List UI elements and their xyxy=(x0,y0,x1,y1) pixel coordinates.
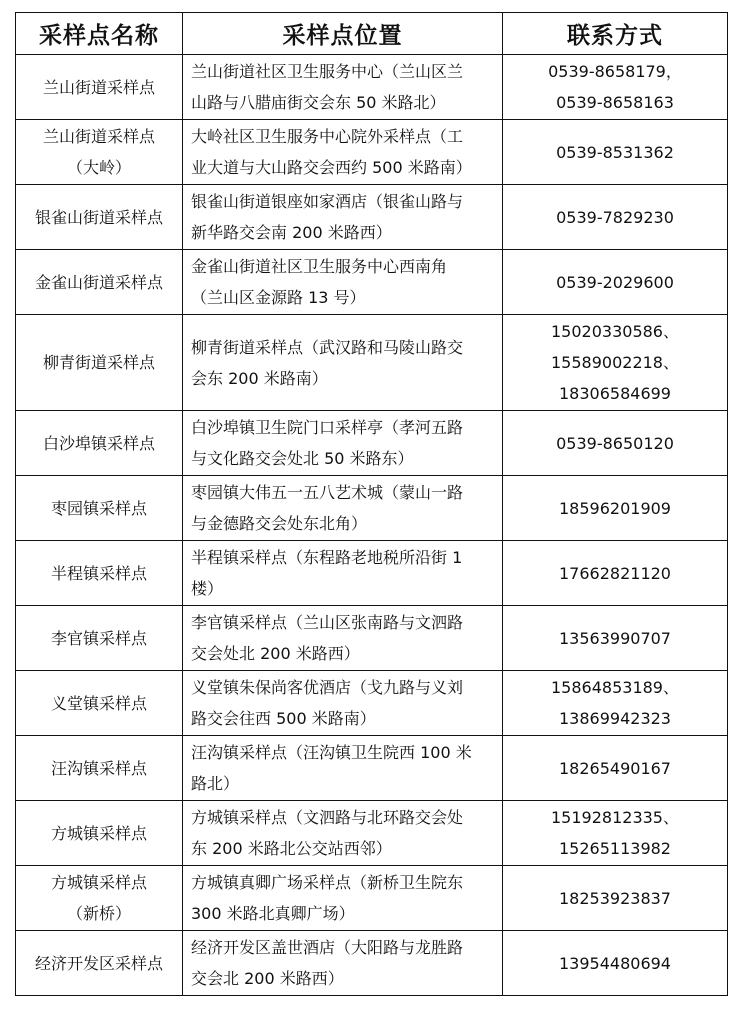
contact-cell xyxy=(503,185,728,250)
site-name-cell xyxy=(16,411,183,476)
site-address-line: 汪沟镇采样点（汪沟镇卫生院西 100 米 xyxy=(191,743,472,762)
site-name-line: 兰山街道采样点 xyxy=(42,127,155,146)
phone-number: 15589002218、 xyxy=(551,353,679,372)
site-address-line: 半程镇采样点（东程路老地税所沿街 1 xyxy=(191,548,463,567)
site-address-cell xyxy=(183,185,503,250)
contact-cell xyxy=(503,801,728,866)
site-address-cell xyxy=(183,476,503,541)
site-address-line: 方城镇采样点（文泗路与北环路交会处 xyxy=(191,808,464,827)
site-name-cell xyxy=(16,315,183,411)
site-name-cell xyxy=(16,250,183,315)
site-address-line: 300 米路北真卿广场） xyxy=(191,904,355,923)
site-address-cell xyxy=(183,606,503,671)
site-name-line: （大岭） xyxy=(66,158,131,177)
table-row xyxy=(16,931,728,996)
phone-number: 18306584699 xyxy=(559,384,671,403)
site-name-cell xyxy=(16,931,183,996)
phone-number: 13954480694 xyxy=(559,953,671,973)
site-address-line: 经济开发区盖世酒店（大阳路与龙胜路 xyxy=(191,938,464,957)
phone-number: 0539-2029600 xyxy=(556,272,674,292)
site-address-line: 银雀山街道银座如家酒店（银雀山路与 xyxy=(191,192,464,211)
contact-cell xyxy=(503,411,728,476)
table-row xyxy=(16,671,728,736)
phone-number: 18253923837 xyxy=(559,888,671,908)
contact-cell xyxy=(503,736,728,801)
phone-number: 0539-8658163 xyxy=(556,93,674,112)
phone-number: 0539-8658179， xyxy=(548,62,682,81)
site-address-line: 与金德路交会处东北角） xyxy=(191,514,368,533)
site-address-line: 会东 200 米路南） xyxy=(191,368,328,388)
table-row xyxy=(16,736,728,801)
table-row xyxy=(16,55,728,120)
site-address-line: 义堂镇朱保尚客优酒店（戈九路与义刘 xyxy=(191,678,464,697)
header-site-location: 采样点位置 xyxy=(183,13,503,55)
site-name-cell xyxy=(16,866,183,931)
phone-number: 0539-7829230 xyxy=(556,207,674,227)
contact-cell xyxy=(503,250,728,315)
phone-number: 17662821120 xyxy=(559,563,671,583)
site-name-line: 经济开发区采样点 xyxy=(34,953,163,973)
site-name-line: 金雀山街道采样点 xyxy=(34,272,163,292)
contact-cell xyxy=(503,120,728,185)
table-row xyxy=(16,476,728,541)
header-contact: 联系方式 xyxy=(503,13,728,55)
site-address-cell xyxy=(183,55,503,120)
site-name-line: 银雀山街道采样点 xyxy=(34,207,163,227)
site-address-cell xyxy=(183,411,503,476)
site-address-line: 枣园镇大伟五一五八艺术城（蒙山一路 xyxy=(191,483,464,502)
site-address-cell xyxy=(183,801,503,866)
site-address-line: 柳青街道采样点（武汉路和马陵山路交 xyxy=(191,337,464,357)
table-row xyxy=(16,250,728,315)
table-row xyxy=(16,606,728,671)
site-name-line: 李官镇采样点 xyxy=(50,628,147,648)
contact-cell xyxy=(503,541,728,606)
site-name-cell xyxy=(16,671,183,736)
site-address-cell xyxy=(183,120,503,185)
table-row xyxy=(16,411,728,476)
table-header-row xyxy=(16,13,728,55)
site-name-line: 方城镇采样点 xyxy=(50,873,147,892)
phone-number: 0539-8531362 xyxy=(556,142,674,162)
site-address-cell xyxy=(183,541,503,606)
site-name-cell xyxy=(16,120,183,185)
site-address-cell xyxy=(183,736,503,801)
site-name-line: 义堂镇采样点 xyxy=(50,693,147,713)
site-address-cell xyxy=(183,250,503,315)
table-row xyxy=(16,120,728,185)
header-site-name: 采样点名称 xyxy=(16,13,183,55)
site-address-line: 交会北 200 米路西） xyxy=(191,969,344,988)
table-row xyxy=(16,866,728,931)
contact-cell xyxy=(503,55,728,120)
site-name-line: （新桥） xyxy=(66,904,131,923)
site-name-cell xyxy=(16,541,183,606)
phone-number: 15265113982 xyxy=(559,839,671,858)
site-name-cell xyxy=(16,606,183,671)
site-address-cell xyxy=(183,671,503,736)
contact-cell xyxy=(503,476,728,541)
table-body xyxy=(16,55,728,996)
phone-number: 18596201909 xyxy=(559,498,671,518)
site-name-cell xyxy=(16,185,183,250)
phone-number: 15192812335、 xyxy=(551,808,679,827)
site-name-cell xyxy=(16,801,183,866)
site-address-line: 金雀山街道社区卫生服务中心西南角 xyxy=(191,257,448,276)
site-name-line: 方城镇采样点 xyxy=(50,823,147,843)
site-name-cell xyxy=(16,476,183,541)
phone-number: 13869942323 xyxy=(559,709,671,728)
site-address-line: 大岭社区卫生服务中心院外采样点（工 xyxy=(191,127,464,146)
site-address-line: 路交会往西 500 米路南） xyxy=(191,709,376,728)
site-name-line: 兰山街道采样点 xyxy=(42,77,155,97)
site-address-line: 山路与八腊庙街交会东 50 米路北） xyxy=(191,93,446,112)
site-address-cell xyxy=(183,315,503,411)
site-address-line: 业大道与大山路交会西约 500 米路南） xyxy=(191,158,472,177)
phone-number: 18265490167 xyxy=(559,758,671,778)
site-address-line: 兰山街道社区卫生服务中心（兰山区兰 xyxy=(191,62,464,81)
site-address-line: 交会处北 200 米路西） xyxy=(191,644,360,663)
site-address-line: 楼） xyxy=(191,579,224,598)
site-name-cell xyxy=(16,736,183,801)
table-row xyxy=(16,315,728,411)
phone-number: 15020330586、 xyxy=(551,322,679,341)
sites-table xyxy=(15,12,728,996)
table-row xyxy=(16,801,728,866)
site-address-line: 白沙埠镇卫生院门口采样亭（孝河五路 xyxy=(191,418,464,437)
site-address-cell xyxy=(183,866,503,931)
sampling-sites-table xyxy=(15,12,727,996)
site-name-cell xyxy=(16,55,183,120)
site-name-line: 枣园镇采样点 xyxy=(50,498,147,518)
site-address-line: 东 200 米路北公交站西邻） xyxy=(191,839,392,858)
contact-cell xyxy=(503,931,728,996)
site-address-line: 路北） xyxy=(191,774,240,793)
contact-cell xyxy=(503,315,728,411)
site-address-line: 与文化路交会处北 50 米路东） xyxy=(191,449,414,468)
site-address-cell xyxy=(183,931,503,996)
contact-cell xyxy=(503,866,728,931)
contact-cell xyxy=(503,671,728,736)
phone-number: 13563990707 xyxy=(559,628,671,648)
site-name-line: 汪沟镇采样点 xyxy=(50,758,147,778)
table-row xyxy=(16,185,728,250)
site-name-line: 柳青街道采样点 xyxy=(42,353,155,372)
site-address-line: 新华路交会南 200 米路西） xyxy=(191,223,392,242)
site-name-line: 白沙埠镇采样点 xyxy=(42,433,155,453)
table-row xyxy=(16,541,728,606)
phone-number: 15864853189、 xyxy=(551,678,679,697)
contact-cell xyxy=(503,606,728,671)
site-address-line: 方城镇真卿广场采样点（新桥卫生院东 xyxy=(191,873,464,892)
site-address-line: （兰山区金源路 13 号） xyxy=(191,288,366,307)
phone-number: 0539-8650120 xyxy=(556,433,674,453)
site-address-line: 李官镇采样点（兰山区张南路与文泗路 xyxy=(191,613,464,632)
site-name-line: 半程镇采样点 xyxy=(50,563,147,583)
